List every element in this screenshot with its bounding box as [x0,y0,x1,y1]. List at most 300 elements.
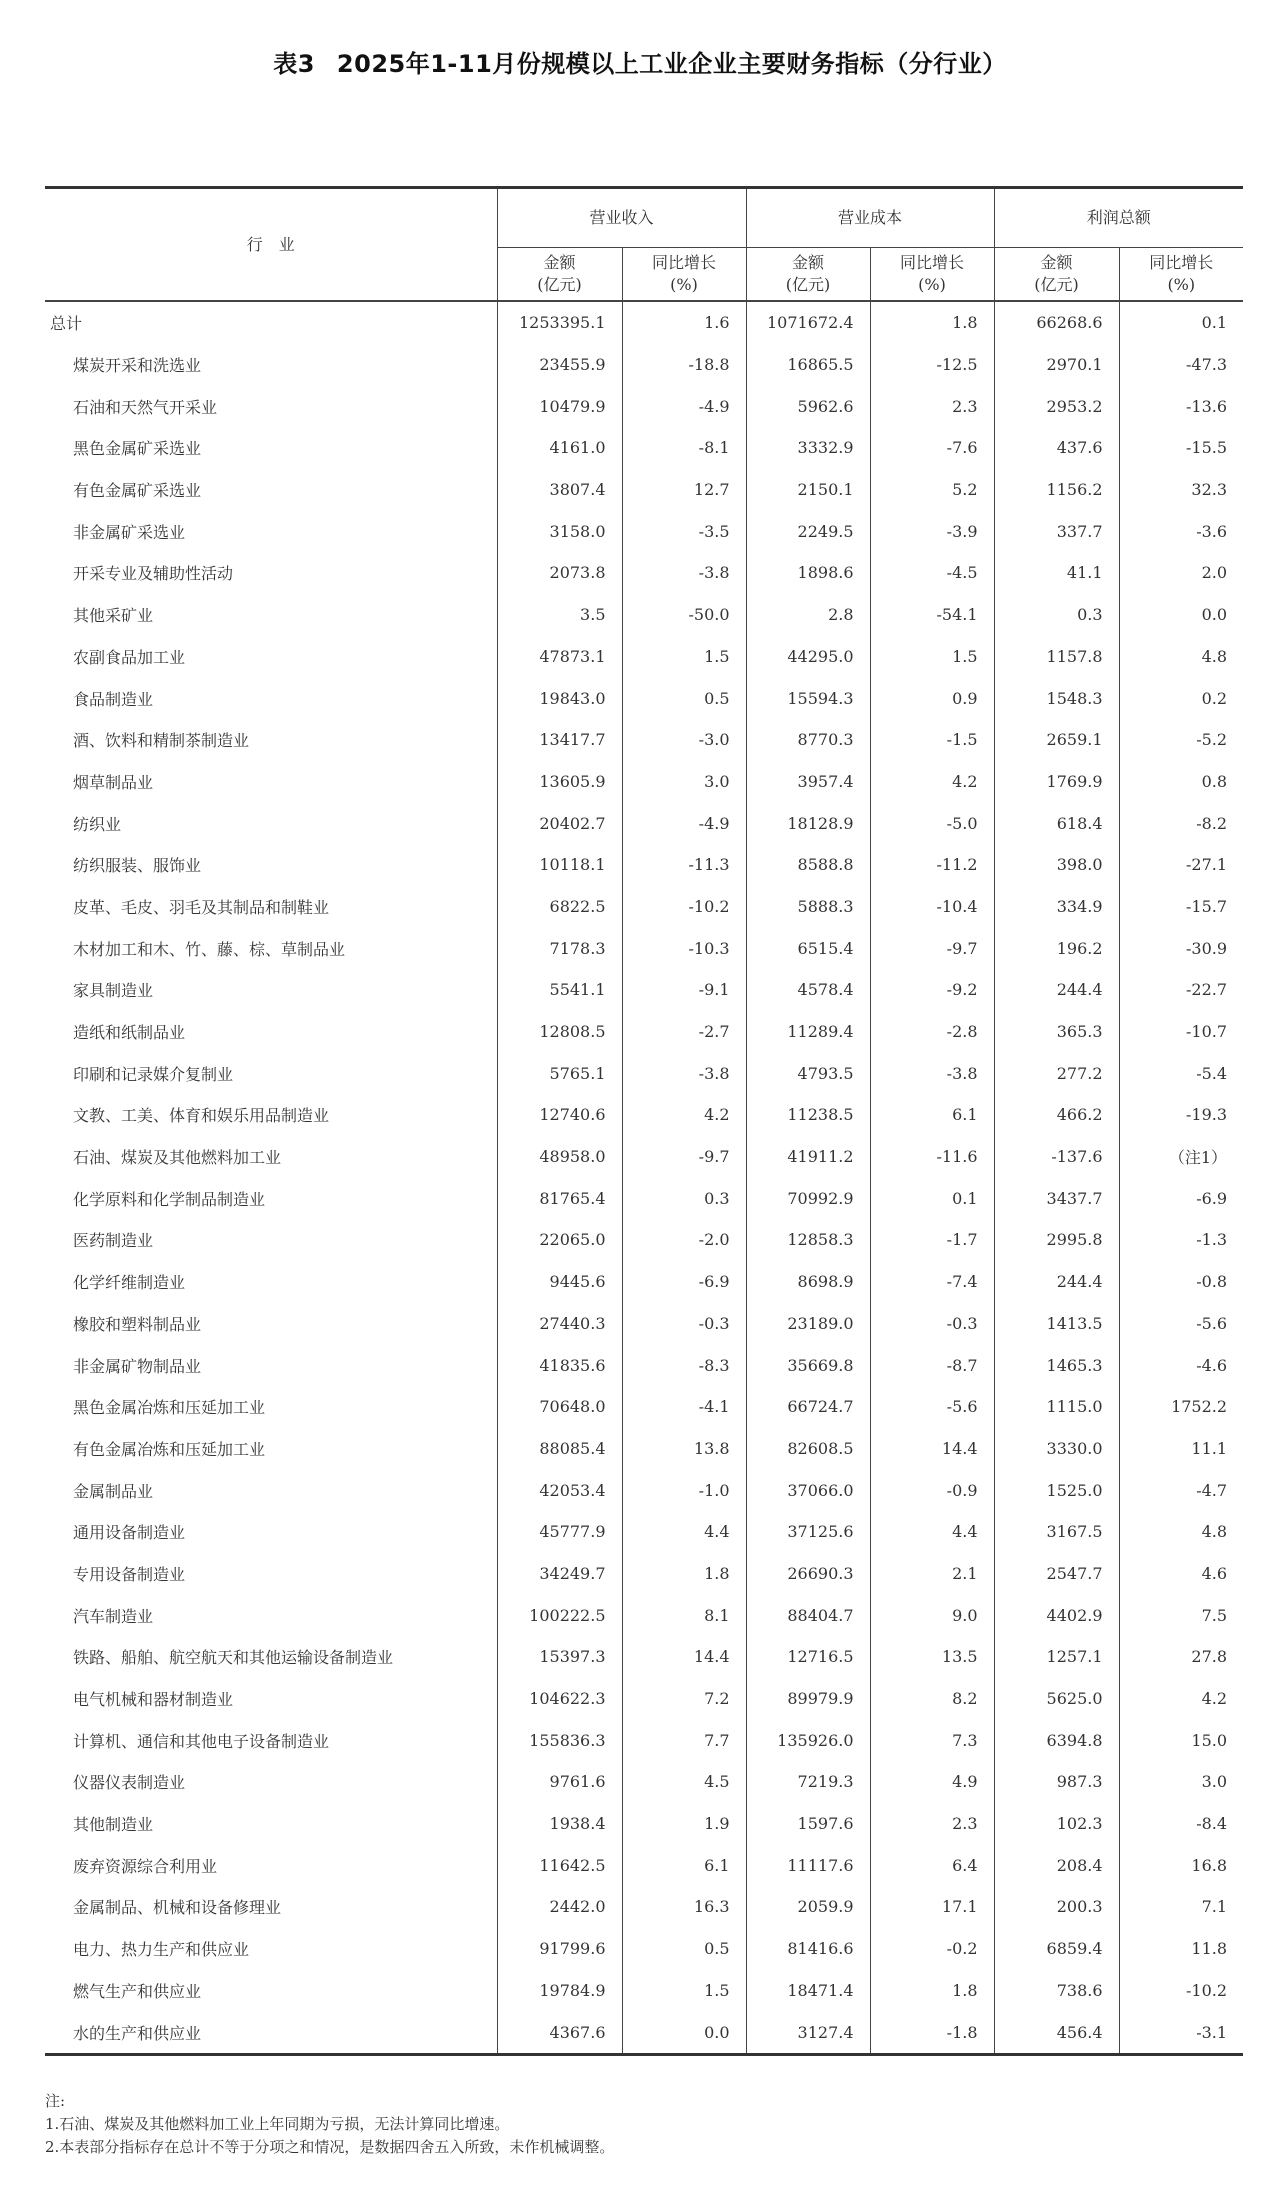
subheader-revenue-amount [497,248,622,302]
industry-name: 总计 [50,314,83,334]
table-row [45,1344,1243,1386]
profit-growth: -5.4 [1119,1052,1243,1094]
profit-growth: 7.5 [1119,1594,1243,1636]
profit-amount: 2953.2 [994,385,1119,427]
revenue-growth: -2.0 [622,1219,746,1261]
revenue-growth: 3.0 [622,761,746,803]
profit-growth: 0.2 [1119,677,1243,719]
cost-amount: 5888.3 [746,886,870,928]
revenue-amount: 10479.9 [497,385,622,427]
revenue-amount: 15397.3 [497,1636,622,1678]
revenue-growth: -4.1 [622,1386,746,1428]
revenue-growth: -8.3 [622,1344,746,1386]
industry-name: 燃气生产和供应业 [73,1981,202,2001]
cost-growth: -1.7 [870,1219,994,1261]
cost-growth: 2.3 [870,1803,994,1845]
industry-name: 印刷和记录媒介复制业 [73,1064,234,1084]
table-title-text: 2025年1-11月份规模以上工业企业主要财务指标（分行业） [336,50,1007,78]
cost-growth: 8.2 [870,1678,994,1720]
revenue-growth: -18.8 [622,344,746,386]
table-row [45,510,1243,552]
cost-amount: 88404.7 [746,1594,870,1636]
profit-amount: 365.3 [994,1011,1119,1053]
table-row [45,1469,1243,1511]
table-title [0,44,1280,79]
profit-amount: 3330.0 [994,1428,1119,1470]
revenue-growth: -1.0 [622,1469,746,1511]
table-row [45,1386,1243,1428]
profit-growth: 16.8 [1119,1844,1243,1886]
revenue-amount: 11642.5 [497,1844,622,1886]
cost-amount: 3957.4 [746,761,870,803]
industry-name: 木材加工和木、竹、藤、棕、草制品业 [73,939,346,959]
cost-growth: -11.6 [870,1136,994,1178]
revenue-amount: 4367.6 [497,2011,622,2054]
cost-amount: 4793.5 [746,1052,870,1094]
profit-growth: -3.1 [1119,2011,1243,2054]
revenue-growth: 14.4 [622,1636,746,1678]
cost-growth: -3.9 [870,510,994,552]
industry-name: 计算机、通信和其他电子设备制造业 [73,1731,330,1751]
revenue-growth: -8.1 [622,427,746,469]
cost-growth: -0.9 [870,1469,994,1511]
cost-amount: 35669.8 [746,1344,870,1386]
profit-growth: -47.3 [1119,344,1243,386]
profit-amount: 334.9 [994,886,1119,928]
subheader-unit: (%) [918,275,946,294]
revenue-amount: 48958.0 [497,1136,622,1178]
revenue-amount: 10118.1 [497,844,622,886]
industry-name: 造纸和纸制品业 [73,1023,186,1043]
cost-growth: 1.5 [870,636,994,678]
table-row [45,552,1243,594]
cost-growth: -9.2 [870,969,994,1011]
cost-amount: 8770.3 [746,719,870,761]
industry-name: 专用设备制造业 [73,1564,186,1584]
revenue-amount: 88085.4 [497,1428,622,1470]
revenue-amount: 104622.3 [497,1678,622,1720]
table-row [45,1803,1243,1845]
cost-amount: 135926.0 [746,1719,870,1761]
profit-growth: 4.8 [1119,1511,1243,1553]
footnotes [45,2090,614,2159]
header-profit: 利润总额 [994,188,1243,248]
table-row [45,2011,1243,2054]
subheader-label: 同比增长 [900,253,965,272]
cost-growth: -9.7 [870,927,994,969]
revenue-growth: -3.0 [622,719,746,761]
cost-amount: 1071672.4 [746,301,870,344]
revenue-growth: 0.0 [622,2011,746,2054]
profit-amount: 1548.3 [994,677,1119,719]
revenue-growth: -3.8 [622,1052,746,1094]
industry-name: 非金属矿采选业 [73,522,186,542]
subheader-label: 同比增长 [652,253,717,272]
industry-name: 黑色金属矿采选业 [73,439,202,459]
revenue-growth: 7.2 [622,1678,746,1720]
table-row [45,1553,1243,1595]
table-row [45,1303,1243,1345]
profit-amount: 244.4 [994,1261,1119,1303]
cost-growth: 4.9 [870,1761,994,1803]
revenue-growth: -2.7 [622,1011,746,1053]
revenue-growth: -9.1 [622,969,746,1011]
cost-amount: 11117.6 [746,1844,870,1886]
cost-growth: 1.8 [870,301,994,344]
cost-growth: 4.4 [870,1511,994,1553]
profit-growth: -5.6 [1119,1303,1243,1345]
revenue-amount: 5765.1 [497,1052,622,1094]
industry-name: 废弃资源综合利用业 [73,1856,218,1876]
profit-growth: （注1） [1119,1136,1243,1178]
revenue-growth: -10.2 [622,886,746,928]
subheader-profit-growth [1119,248,1243,302]
profit-growth: -22.7 [1119,969,1243,1011]
revenue-amount: 13605.9 [497,761,622,803]
cost-amount: 8588.8 [746,844,870,886]
revenue-amount: 22065.0 [497,1219,622,1261]
table-row [45,844,1243,886]
profit-growth: 11.1 [1119,1428,1243,1470]
cost-amount: 89979.9 [746,1678,870,1720]
profit-amount: -137.6 [994,1136,1119,1178]
profit-growth: -15.7 [1119,886,1243,928]
table-row [45,594,1243,636]
subheader-unit: (亿元) [785,275,831,294]
cost-growth: 17.1 [870,1886,994,1928]
profit-amount: 208.4 [994,1844,1119,1886]
revenue-amount: 3.5 [497,594,622,636]
industry-name: 煤炭开采和洗选业 [73,356,202,376]
profit-growth: 0.1 [1119,301,1243,344]
table-number: 表3 [273,50,315,78]
cost-growth: 2.3 [870,385,994,427]
table-row [45,761,1243,803]
table-row [45,1928,1243,1970]
table-row [45,1844,1243,1886]
industry-name: 纺织业 [73,814,122,834]
revenue-growth: -4.9 [622,385,746,427]
subheader-cost-growth [870,248,994,302]
profit-amount: 456.4 [994,2011,1119,2054]
table-row [45,1011,1243,1053]
cost-amount: 6515.4 [746,927,870,969]
profit-amount: 1115.0 [994,1386,1119,1428]
table-row [45,1511,1243,1553]
profit-growth: 2.0 [1119,552,1243,594]
profit-growth: 1752.2 [1119,1386,1243,1428]
industry-name: 其他采矿业 [73,606,154,626]
table-row [45,927,1243,969]
cost-amount: 2.8 [746,594,870,636]
note-2: 2.本表部分指标存在总计不等于分项之和情况，是数据四舍五入所致，未作机械调整。 [45,2138,615,2156]
industry-name: 有色金属冶炼和压延加工业 [73,1439,266,1459]
table-row [45,636,1243,678]
table-row [45,1261,1243,1303]
revenue-growth: 4.5 [622,1761,746,1803]
cost-growth: -1.5 [870,719,994,761]
profit-growth: 7.1 [1119,1886,1243,1928]
cost-amount: 44295.0 [746,636,870,678]
revenue-amount: 27440.3 [497,1303,622,1345]
profit-amount: 200.3 [994,1886,1119,1928]
subheader-unit: (%) [670,275,698,294]
revenue-amount: 13417.7 [497,719,622,761]
revenue-amount: 12808.5 [497,1011,622,1053]
cost-growth: 0.1 [870,1177,994,1219]
profit-amount: 1157.8 [994,636,1119,678]
subheader-unit: (亿元) [537,275,582,294]
note-1: 1.石油、煤炭及其他燃料加工业上年同期为亏损，无法计算同比增速。 [45,2115,510,2133]
cost-amount: 18128.9 [746,802,870,844]
industry-name: 电气机械和器材制造业 [73,1690,234,1710]
profit-growth: 0.8 [1119,761,1243,803]
profit-amount: 66268.6 [994,301,1119,344]
revenue-amount: 1938.4 [497,1803,622,1845]
table-row [45,802,1243,844]
cost-amount: 2249.5 [746,510,870,552]
revenue-amount: 42053.4 [497,1469,622,1511]
subheader-label: 同比增长 [1149,253,1214,272]
industry-name: 水的生产和供应业 [73,2023,202,2043]
profit-amount: 2995.8 [994,1219,1119,1261]
profit-amount: 437.6 [994,427,1119,469]
header-cost: 营业成本 [746,188,994,248]
cost-growth: -12.5 [870,344,994,386]
profit-amount: 1257.1 [994,1636,1119,1678]
revenue-amount: 20402.7 [497,802,622,844]
revenue-growth: -4.9 [622,802,746,844]
cost-amount: 12716.5 [746,1636,870,1678]
profit-amount: 1413.5 [994,1303,1119,1345]
profit-amount: 3167.5 [994,1511,1119,1553]
profit-amount: 2547.7 [994,1553,1119,1595]
revenue-amount: 100222.5 [497,1594,622,1636]
cost-amount: 70992.9 [746,1177,870,1219]
revenue-amount: 9761.6 [497,1761,622,1803]
revenue-amount: 12740.6 [497,1094,622,1136]
table-row [45,1177,1243,1219]
industry-name: 有色金属矿采选业 [73,481,202,501]
notes-label: 注: [45,2092,66,2110]
profit-amount: 6859.4 [994,1928,1119,1970]
industry-name: 食品制造业 [73,689,154,709]
profit-amount: 277.2 [994,1052,1119,1094]
revenue-growth: 8.1 [622,1594,746,1636]
cost-growth: -1.8 [870,2011,994,2054]
industry-name: 金属制品业 [73,1481,154,1501]
revenue-amount: 41835.6 [497,1344,622,1386]
industry-name: 石油、煤炭及其他燃料加工业 [73,1148,282,1168]
profit-growth: 4.8 [1119,636,1243,678]
cost-amount: 16865.5 [746,344,870,386]
profit-growth: 11.8 [1119,1928,1243,1970]
profit-amount: 0.3 [994,594,1119,636]
cost-amount: 2059.9 [746,1886,870,1928]
revenue-amount: 9445.6 [497,1261,622,1303]
table-row [45,427,1243,469]
industry-name: 其他制造业 [73,1815,154,1835]
revenue-amount: 91799.6 [497,1928,622,1970]
revenue-amount: 3158.0 [497,510,622,552]
profit-growth: -30.9 [1119,927,1243,969]
cost-growth: 13.5 [870,1636,994,1678]
table-row [45,969,1243,1011]
profit-growth: 3.0 [1119,1761,1243,1803]
profit-amount: 2970.1 [994,344,1119,386]
cost-amount: 4578.4 [746,969,870,1011]
revenue-growth: 1.9 [622,1803,746,1845]
table-row [45,1678,1243,1720]
table-row [45,1886,1243,1928]
cost-growth: 6.4 [870,1844,994,1886]
revenue-growth: 16.3 [622,1886,746,1928]
revenue-growth: 13.8 [622,1428,746,1470]
industry-name: 通用设备制造业 [73,1523,186,1543]
industry-name: 农副食品加工业 [73,647,186,667]
profit-amount: 738.6 [994,1970,1119,2012]
profit-growth: 4.6 [1119,1553,1243,1595]
profit-growth: -4.6 [1119,1344,1243,1386]
table-row [45,1761,1243,1803]
revenue-amount: 1253395.1 [497,301,622,344]
cost-amount: 7219.3 [746,1761,870,1803]
industry-name: 仪器仪表制造业 [73,1773,186,1793]
subheader-cost-amount [746,248,870,302]
industry-name: 烟草制品业 [73,772,154,792]
revenue-growth: 6.1 [622,1844,746,1886]
subheader-label: 金额 [1040,253,1073,272]
cost-growth: -3.8 [870,1052,994,1094]
table-row [45,1428,1243,1470]
revenue-amount: 19784.9 [497,1970,622,2012]
revenue-amount: 34249.7 [497,1553,622,1595]
revenue-growth: -3.8 [622,552,746,594]
revenue-growth: -0.3 [622,1303,746,1345]
table-row [45,1219,1243,1261]
subheader-label: 金额 [792,253,825,272]
profit-growth: 27.8 [1119,1636,1243,1678]
revenue-amount: 4161.0 [497,427,622,469]
profit-amount: 4402.9 [994,1594,1119,1636]
cost-growth: 9.0 [870,1594,994,1636]
profit-growth: -1.3 [1119,1219,1243,1261]
profit-growth: -0.8 [1119,1261,1243,1303]
cost-amount: 26690.3 [746,1553,870,1595]
industry-name: 橡胶和塑料制品业 [73,1314,202,1334]
revenue-amount: 7178.3 [497,927,622,969]
industry-name: 黑色金属冶炼和压延加工业 [73,1398,266,1418]
cost-amount: 11289.4 [746,1011,870,1053]
profit-growth: -6.9 [1119,1177,1243,1219]
revenue-amount: 23455.9 [497,344,622,386]
profit-growth: -8.4 [1119,1803,1243,1845]
industry-name: 纺织服装、服饰业 [73,856,202,876]
revenue-amount: 70648.0 [497,1386,622,1428]
cost-growth: 5.2 [870,469,994,511]
table-row [45,1094,1243,1136]
profit-amount: 41.1 [994,552,1119,594]
cost-growth: -4.5 [870,552,994,594]
profit-amount: 1156.2 [994,469,1119,511]
cost-growth: 14.4 [870,1428,994,1470]
profit-amount: 102.3 [994,1803,1119,1845]
profit-growth: -15.5 [1119,427,1243,469]
table-row [45,886,1243,928]
cost-growth: -5.0 [870,802,994,844]
cost-amount: 41911.2 [746,1136,870,1178]
industry-name: 化学原料和化学制品制造业 [73,1189,266,1209]
cost-growth: 7.3 [870,1719,994,1761]
revenue-amount: 3807.4 [497,469,622,511]
table-row [45,1136,1243,1178]
profit-growth: -3.6 [1119,510,1243,552]
profit-amount: 337.7 [994,510,1119,552]
revenue-amount: 155836.3 [497,1719,622,1761]
profit-growth: -10.7 [1119,1011,1243,1053]
cost-amount: 3127.4 [746,2011,870,2054]
industry-name: 家具制造业 [73,981,154,1001]
cost-growth: -10.4 [870,886,994,928]
profit-growth: 0.0 [1119,594,1243,636]
cost-amount: 8698.9 [746,1261,870,1303]
profit-amount: 5625.0 [994,1678,1119,1720]
profit-amount: 1769.9 [994,761,1119,803]
cost-amount: 15594.3 [746,677,870,719]
revenue-amount: 47873.1 [497,636,622,678]
table-row [45,1052,1243,1094]
table-row [45,677,1243,719]
cost-growth: -7.6 [870,427,994,469]
profit-growth: -8.2 [1119,802,1243,844]
cost-growth: 6.1 [870,1094,994,1136]
cost-growth: -0.3 [870,1303,994,1345]
industry-name: 开采专业及辅助性活动 [73,564,234,584]
header-revenue: 营业收入 [497,188,746,248]
revenue-growth: 12.7 [622,469,746,511]
revenue-growth: -10.3 [622,927,746,969]
revenue-amount: 5541.1 [497,969,622,1011]
cost-growth: -54.1 [870,594,994,636]
profit-amount: 1465.3 [994,1344,1119,1386]
table-row [45,469,1243,511]
industry-name: 皮革、毛皮、羽毛及其制品和制鞋业 [73,897,330,917]
profit-growth: -19.3 [1119,1094,1243,1136]
cost-growth: -8.7 [870,1344,994,1386]
subheader-unit: (亿元) [1034,275,1079,294]
profit-growth: 32.3 [1119,469,1243,511]
industry-name: 石油和天然气开采业 [73,397,218,417]
cost-amount: 11238.5 [746,1094,870,1136]
revenue-amount: 19843.0 [497,677,622,719]
cost-amount: 23189.0 [746,1303,870,1345]
revenue-growth: 0.5 [622,1928,746,1970]
cost-amount: 66724.7 [746,1386,870,1428]
subheader-profit-amount [994,248,1119,302]
header-industry: 行 业 [45,188,497,302]
revenue-amount: 2073.8 [497,552,622,594]
industry-name: 化学纤维制造业 [73,1273,186,1293]
table-row [45,1594,1243,1636]
profit-growth: -13.6 [1119,385,1243,427]
cost-amount: 5962.6 [746,385,870,427]
cost-growth: -0.2 [870,1928,994,1970]
cost-amount: 37066.0 [746,1469,870,1511]
profit-amount: 466.2 [994,1094,1119,1136]
cost-growth: 1.8 [870,1970,994,2012]
profit-amount: 244.4 [994,969,1119,1011]
table-row [45,385,1243,427]
